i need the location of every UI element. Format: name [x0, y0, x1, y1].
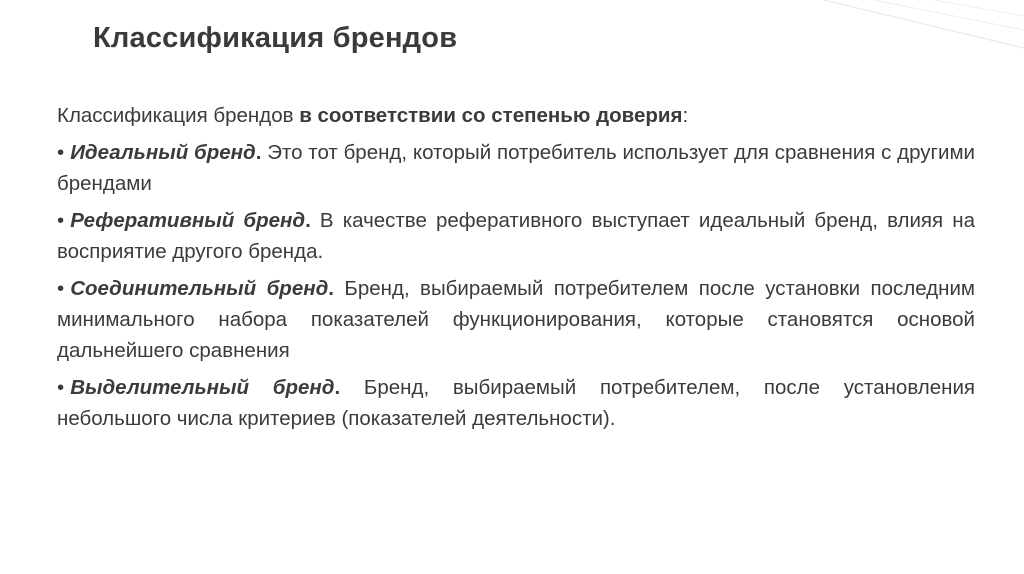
bullet-distinctive-brand	[57, 372, 975, 434]
bullet-text: В качестве реферативного выступает идеальный бренд, влияя на восприятие другого бренда.	[57, 209, 975, 263]
intro-line	[57, 100, 975, 131]
bullet-term: Соединительный бренд	[70, 277, 329, 300]
bullet-list	[57, 137, 975, 434]
bullet-term-period: .	[334, 376, 341, 399]
bullet-text: Это тот бренд, который потребитель использует для сравнения с другими брендами	[57, 141, 975, 195]
bullet-term-period: .	[328, 277, 334, 300]
bullet-term-period: .	[305, 209, 311, 232]
slide-body	[57, 100, 975, 440]
bullet-text: Бренд, выбираемый потребителем, после установления небольшого числа критериев (показателей деятельности).	[57, 376, 975, 430]
bullet-term: Реферативный бренд	[70, 209, 306, 232]
bullet-term-period: .	[255, 141, 262, 164]
slide-title: Классификация брендов	[93, 22, 458, 54]
bullet-dot-icon: •	[57, 277, 65, 300]
intro-colon: :	[682, 104, 689, 127]
bullet-term: Выделительный бренд	[70, 376, 335, 399]
bullet-term: Идеальный бренд	[70, 141, 256, 164]
decorative-corner-lines	[764, 0, 1024, 60]
bullet-referential-brand	[57, 205, 975, 267]
bullet-dot-icon: •	[57, 141, 65, 164]
bullet-dot-icon: •	[57, 376, 65, 399]
intro-emphasis: в соответствии со степенью доверия	[299, 104, 683, 127]
bullet-dot-icon: •	[57, 209, 65, 232]
bullet-text: Бренд, выбираемый потребителем после установки последним минимального набора показателей функционирования, которые становятся основой дальнейшего сравнения	[57, 277, 976, 362]
intro-text: Классификация брендов	[57, 104, 300, 127]
bullet-ideal-brand	[57, 137, 975, 199]
bullet-connective-brand	[57, 273, 975, 366]
